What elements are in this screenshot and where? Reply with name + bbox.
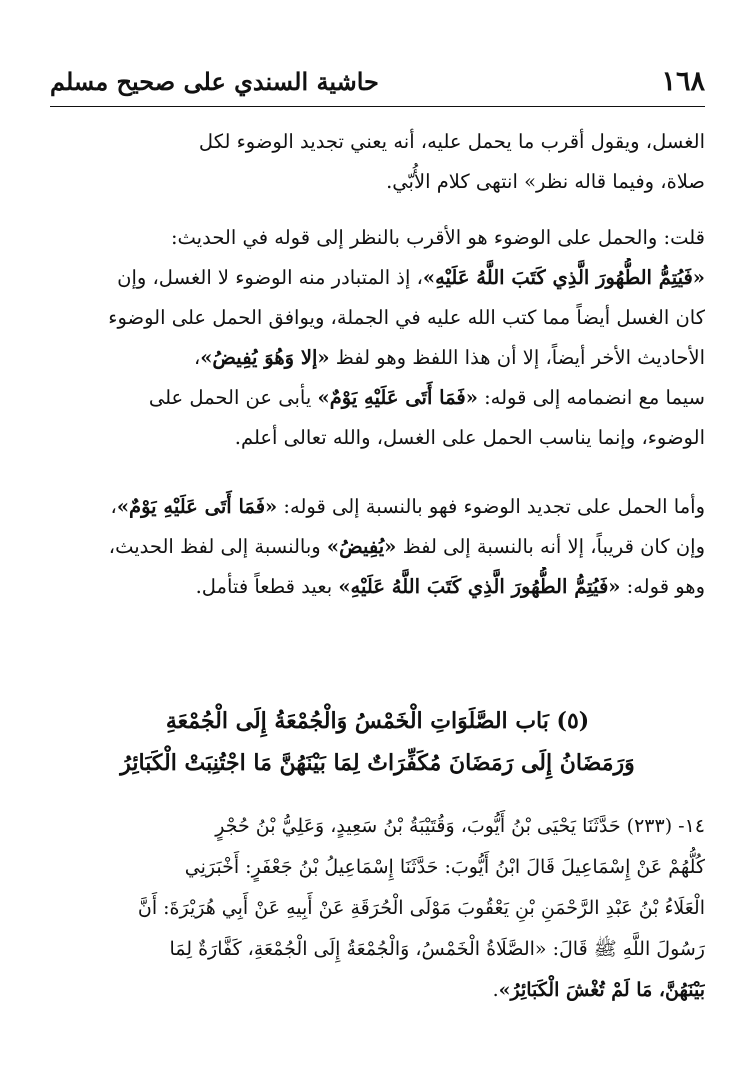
text-line — [50, 567, 705, 607]
text-line — [50, 378, 705, 418]
text-line — [50, 258, 705, 298]
text-line — [50, 970, 705, 1011]
text-span: ، إذ المتبادر منه الوضوء لا الغسل، وإن — [117, 266, 423, 289]
text-span: سيما مع انضمامه إلى قوله: — [484, 386, 705, 409]
text-line: قلت: والحمل على الوضوء هو الأقرب بالنظر إلى قوله في الحديث: — [170, 226, 705, 249]
text-line — [50, 338, 705, 378]
text-line: الْعَلَاءُ بْنُ عَبْدِ الرَّحْمَنِ بْنِ يَعْقُوبَ مَوْلَى الْحُرَقَةِ عَنْ أَبِيهِ عَنْ أَبِي هُرَيْرَةَ: أَنَّ — [137, 897, 705, 919]
text-span: الأحاديث الأخر أيضاً، إلا أن هذا اللفظ وهو لفظ — [335, 346, 705, 369]
page-number: ١٦٨ — [661, 66, 705, 97]
text-span: . — [492, 979, 499, 1001]
text-span: رَسُولَ اللَّهِ ﷺ قَالَ: — [552, 938, 705, 960]
text-line: الغسل، ويقول أقرب ما يحمل عليه، أنه يعني تجديد الوضوء لكل — [198, 130, 705, 153]
text-line: ١٤- (٢٣٣) حَدَّثَنَا يَحْيَى بْنُ أَيُّوبَ، وَقُتَيْبَةُ بْنُ سَعِيدٍ، وَعَلِيُّ بْنُ حُجْرٍ — [215, 815, 705, 837]
commentary-paragraph-3 — [50, 487, 705, 607]
hadith-quote: «إلا وَهُوَ يُفِيضُ» — [200, 346, 330, 369]
chapter-heading-line: (٥) بَاب الصَّلَوَاتِ الْخَمْسُ وَالْجُمْعَةُ إِلَى الْجُمْعَةِ — [165, 708, 590, 734]
text-span: ، — [193, 346, 201, 369]
hadith-quote: «فَيُتِمُّ الطُّهُورَ الَّذِي كَتَبَ اللَّهُ عَلَيْهِ» — [338, 575, 621, 598]
text-span: وإن كان قريباً، إلا أنه بالنسبة إلى لفظ — [402, 535, 705, 558]
hadith-quote: «فَيُتِمُّ الطُّهُورَ الَّذِي كَتَبَ اللَّهُ عَلَيْهِ» — [422, 266, 705, 289]
text-span: وبالنسبة إلى لفظ الحديث، — [108, 535, 321, 558]
hadith-quote: «فَمَا أَتَى عَلَيْهِ يَوْمٌ» — [317, 386, 478, 409]
hadith-quote: «يُفِيضُ» — [326, 535, 397, 558]
chapter-heading — [30, 700, 725, 784]
text-line: كُلُّهُمْ عَنْ إِسْمَاعِيلَ قَالَ ابْنُ أَيُّوبَ: حَدَّثَنَا إِسْمَاعِيلُ بْنُ جَعْفَرٍ: أَخْبَرَنِي — [184, 856, 705, 878]
hadith-quote: «الصَّلَاةُ الْخَمْسُ، وَالْجُمْعَةُ إِلَى الْجُمْعَةِ، كَفَّارَةٌ لِمَا — [169, 938, 547, 960]
text-span: يأبى عن الحمل على — [148, 386, 312, 409]
text-span: وأما الحمل على تجديد الوضوء فهو بالنسبة إلى قوله: — [283, 495, 705, 518]
running-title: حاشية السندي على صحيح مسلم — [50, 67, 379, 96]
text-span: ، — [110, 495, 117, 518]
text-line: كان الغسل أيضاً مما كتب الله عليه في الجملة، ويوافق الحمل على الوضوء — [108, 306, 705, 329]
hadith-quote: بَيْنَهُنَّ، مَا لَمْ تُغْشَ الْكَبَائِرُ» — [498, 979, 705, 1001]
commentary-paragraph-2 — [50, 218, 705, 458]
commentary-paragraph-1 — [50, 122, 705, 202]
hadith-quote: «فَمَا أَتَى عَلَيْهِ يَوْمٌ» — [116, 495, 278, 518]
text-line — [50, 929, 705, 970]
text-line: الوضوء، وإنما يناسب الحمل على الغسل، والله تعالى أعلم. — [234, 426, 705, 449]
chapter-heading-line: وَرَمَضَانُ إِلَى رَمَضَانَ مُكَفِّرَاتٌ لِمَا بَيْنَهُنَّ مَا اجْتُنِبَتْ الْكَبَائِرُ — [120, 750, 635, 776]
text-span: بعيد قطعاً فتأمل. — [195, 575, 333, 598]
page-header — [50, 62, 705, 107]
text-line — [50, 487, 705, 527]
text-span: وهو قوله: — [626, 575, 705, 598]
text-line — [50, 527, 705, 567]
text-line: صلاة، وفيما قاله نظر» انتهى كلام الأُبّي. — [386, 170, 705, 193]
hadith-text — [50, 806, 705, 1011]
